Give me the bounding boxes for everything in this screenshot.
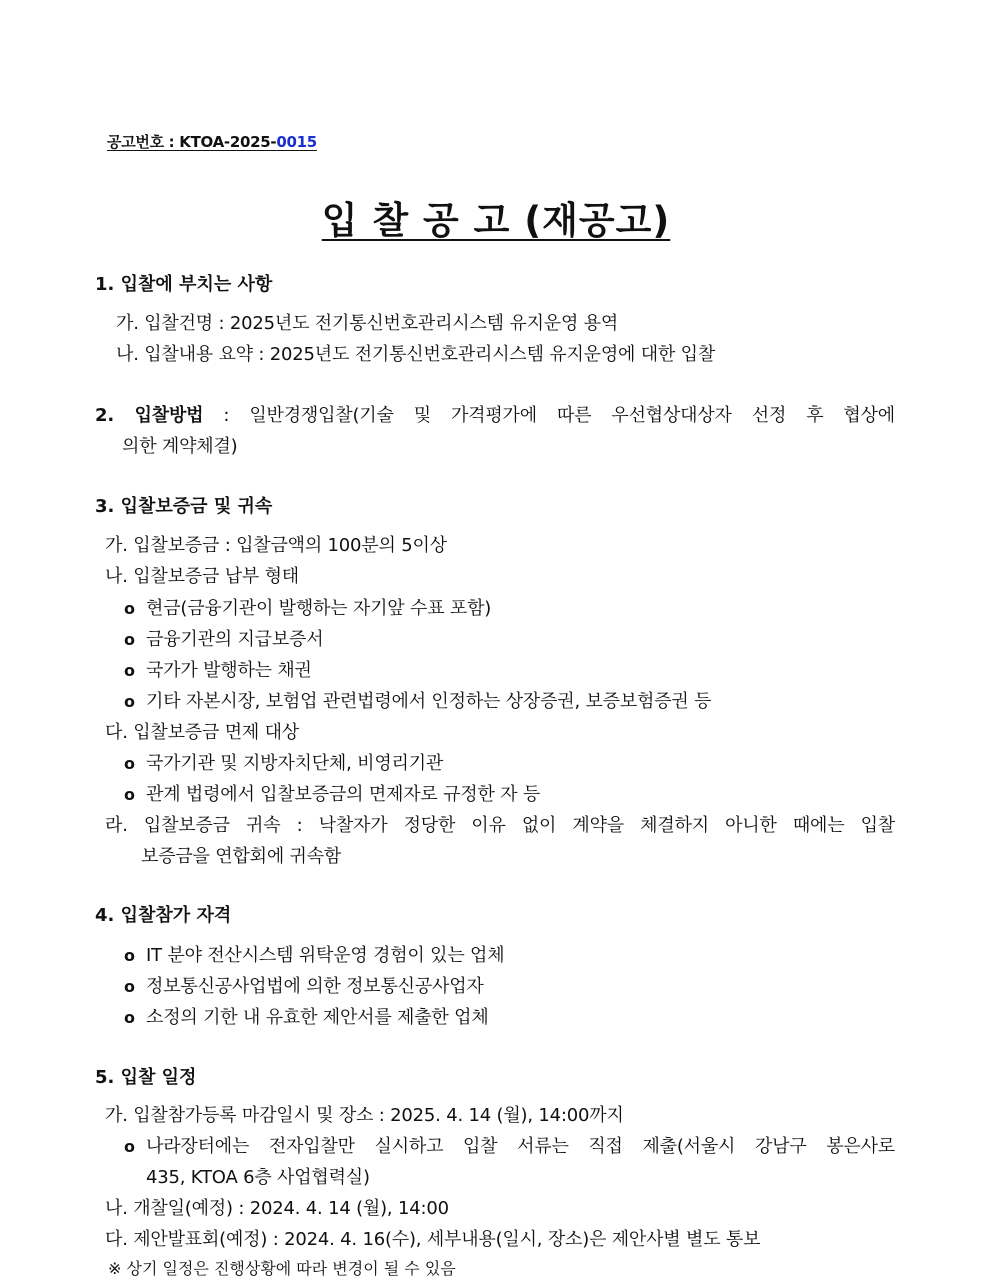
section-5-heading: 5. 입찰 일정 <box>95 1067 197 1088</box>
section-1-item-a: 가. 입찰건명 : 2025년도 전기통신번호관리시스템 유지운영 용역 <box>116 313 619 334</box>
section-2-line-2: 의한 계약체결) <box>122 436 238 457</box>
bullet-icon: o <box>124 630 135 649</box>
bullet-icon: o <box>124 785 135 804</box>
schedule-note: ※ 상기 일정은 진행상황에 따라 변경이 될 수 있음 <box>108 1259 456 1278</box>
notice-number-value: 0015 <box>276 133 317 151</box>
bullet-icon: o <box>124 946 135 965</box>
list-item: o 국가가 발행하는 채권 <box>124 660 312 681</box>
section-2-text: : 일반경쟁입찰(기술 및 가격평가에 따른 우선협상대상자 선정 후 협상에 <box>223 405 895 426</box>
list-item: o 현금(금융기관이 발행하는 자기앞 수표 포함) <box>124 598 492 619</box>
notice-number-label: 공고번호 : KTOA-2025- <box>107 133 277 151</box>
section-5-item-a: 가. 입찰참가등록 마감일시 및 장소 : 2025. 4. 14 (월), 14:00까지 <box>105 1105 624 1126</box>
list-item: o 정보통신공사업법에 의한 정보통신공사업자 <box>124 976 484 997</box>
bullet-icon: o <box>124 1008 135 1027</box>
section-3-item-a: 가. 입찰보증금 : 입찰금액의 100분의 5이상 <box>105 535 447 556</box>
section-1-item-b: 나. 입찰내용 요약 : 2025년도 전기통신번호관리시스템 유지운영에 대한 입찰 <box>116 344 716 365</box>
section-1-heading: 1. 입찰에 부치는 사항 <box>95 274 273 295</box>
list-item: o IT 분야 전산시스템 위탁운영 경험이 있는 업체 <box>124 945 505 966</box>
list-item: o 국가기관 및 지방자치단체, 비영리기관 <box>124 753 444 774</box>
section-3-item-d: 라. 입찰보증금 귀속 : 낙찰자가 정당한 이유 없이 계약을 체결하지 아니한 때에는 입찰 <box>105 815 895 836</box>
section-3-item-b: 나. 입찰보증금 납부 형태 <box>105 566 299 587</box>
list-item: o 관계 법령에서 입찰보증금의 면제자로 규정한 자 등 <box>124 784 541 805</box>
list-item-cont: 435, KTOA 6층 사업협력실) <box>146 1167 370 1188</box>
document-title: 입 찰 공 고 (재공고) <box>321 199 671 242</box>
section-2-heading: 2. 입찰방법 <box>95 405 204 426</box>
section-5-item-b: 나. 개찰일(예정) : 2024. 4. 14 (월), 14:00 <box>105 1198 449 1219</box>
bullet-icon: o <box>124 754 135 773</box>
notice-number <box>107 131 317 152</box>
list-item: o 기타 자본시장, 보험업 관련법령에서 인정하는 상장증권, 보증보험증권 등 <box>124 691 712 712</box>
section-2-line-1 <box>95 404 895 428</box>
section-4-heading: 4. 입찰참가 자격 <box>95 905 232 926</box>
list-item: o 금융기관의 지급보증서 <box>124 629 324 650</box>
bullet-icon: o <box>124 977 135 996</box>
section-5-item-c: 다. 제안발표회(예정) : 2024. 4. 16(수), 세부내용(일시, 장소)은 제안사별 별도 통보 <box>105 1229 761 1250</box>
bullet-icon: o <box>124 599 135 618</box>
list-item: o 소정의 기한 내 유효한 제안서를 제출한 업체 <box>124 1007 489 1028</box>
section-3-item-d-cont: 보증금을 연합회에 귀속함 <box>141 846 342 867</box>
bullet-icon: o <box>124 692 135 711</box>
bullet-icon: o <box>124 661 135 680</box>
section-3-heading: 3. 입찰보증금 및 귀속 <box>95 496 273 517</box>
list-item: o 나라장터에는 전자입찰만 실시하고 입찰 서류는 직접 제출(서울시 강남구 봉은사로 <box>124 1136 895 1157</box>
bullet-icon: o <box>124 1137 135 1156</box>
section-3-item-c: 다. 입찰보증금 면제 대상 <box>105 722 299 743</box>
